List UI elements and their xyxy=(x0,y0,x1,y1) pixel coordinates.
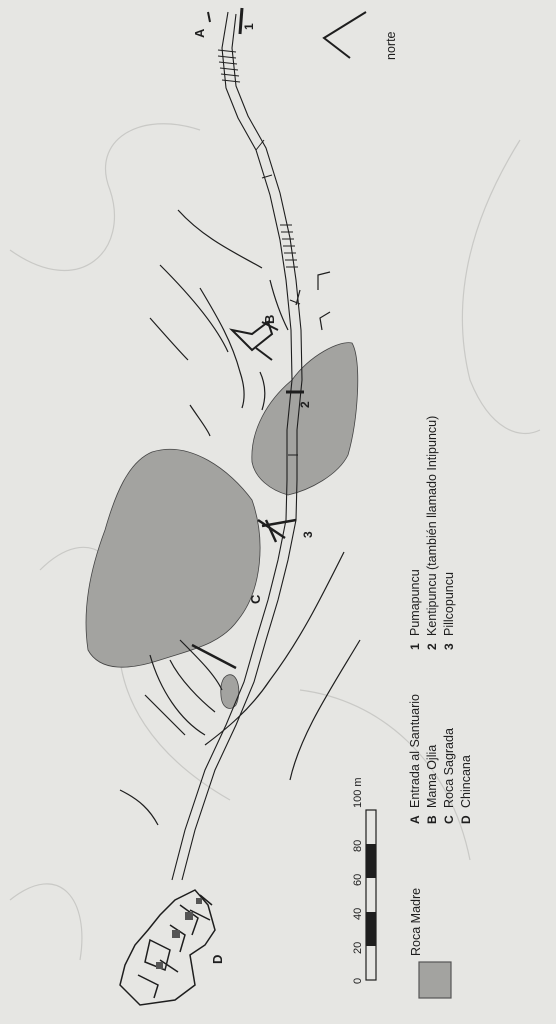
legend-key-c: C xyxy=(442,815,456,824)
gate-label-2: 2 xyxy=(298,401,312,408)
mama-ojlia-structure xyxy=(232,322,278,360)
legend-key-b: B xyxy=(425,815,439,824)
north-arrow-icon xyxy=(324,12,366,58)
site-label-c: C xyxy=(248,594,263,604)
scale-tick-40: 40 xyxy=(352,907,364,920)
scale-bar-segment-1 xyxy=(366,912,376,946)
gate-label-3: 3 xyxy=(301,531,315,538)
site-label-d: D xyxy=(210,954,225,964)
scale-tick-100: 100 m xyxy=(352,777,364,808)
roca-madre-swatch xyxy=(419,962,451,998)
scale-bar xyxy=(366,810,376,980)
roca-madre-label: Roca Madre xyxy=(409,887,423,956)
roca-madre-areas xyxy=(86,343,358,709)
site-label-b: B xyxy=(262,314,277,324)
legend-site-b: Mama Ojlia xyxy=(425,744,439,808)
legend-key-a: A xyxy=(408,815,422,824)
legend-key-1: 1 xyxy=(408,643,422,650)
gate-1-wall xyxy=(240,8,242,34)
legend-gate-2: Kentipuncu (también llamado Intipuncu) xyxy=(425,415,439,636)
legend-key-2: 2 xyxy=(425,643,439,650)
scale-bar-segment-2 xyxy=(366,844,376,878)
chincana-complex xyxy=(120,890,215,1005)
legend-key-d: D xyxy=(459,815,473,824)
roca-madre-outcrop-east xyxy=(252,343,358,495)
chincana-rooms xyxy=(156,898,202,969)
legend-site-d: Chincana xyxy=(459,755,473,808)
legend-key-3: 3 xyxy=(442,643,456,650)
gate-label-1: 1 xyxy=(242,23,256,30)
roca-madre-outcrop-small xyxy=(221,675,239,709)
legend-gate-1: Pumapuncu xyxy=(408,569,422,636)
legend-site-a: Entrada al Santuario xyxy=(408,694,422,808)
roca-madre-outcrop-large xyxy=(86,449,260,667)
scale-tick-80: 80 xyxy=(352,839,364,852)
scale-tick-20: 20 xyxy=(352,941,364,954)
site-label-a: A xyxy=(192,28,207,38)
legend-site-c: Roca Sagrada xyxy=(442,728,456,808)
scale-tick-0: 0 xyxy=(352,977,364,984)
scale-tick-60: 60 xyxy=(352,873,364,886)
north-label: norte xyxy=(384,31,398,60)
legend-gate-3: Pillcopuncu xyxy=(442,572,456,636)
